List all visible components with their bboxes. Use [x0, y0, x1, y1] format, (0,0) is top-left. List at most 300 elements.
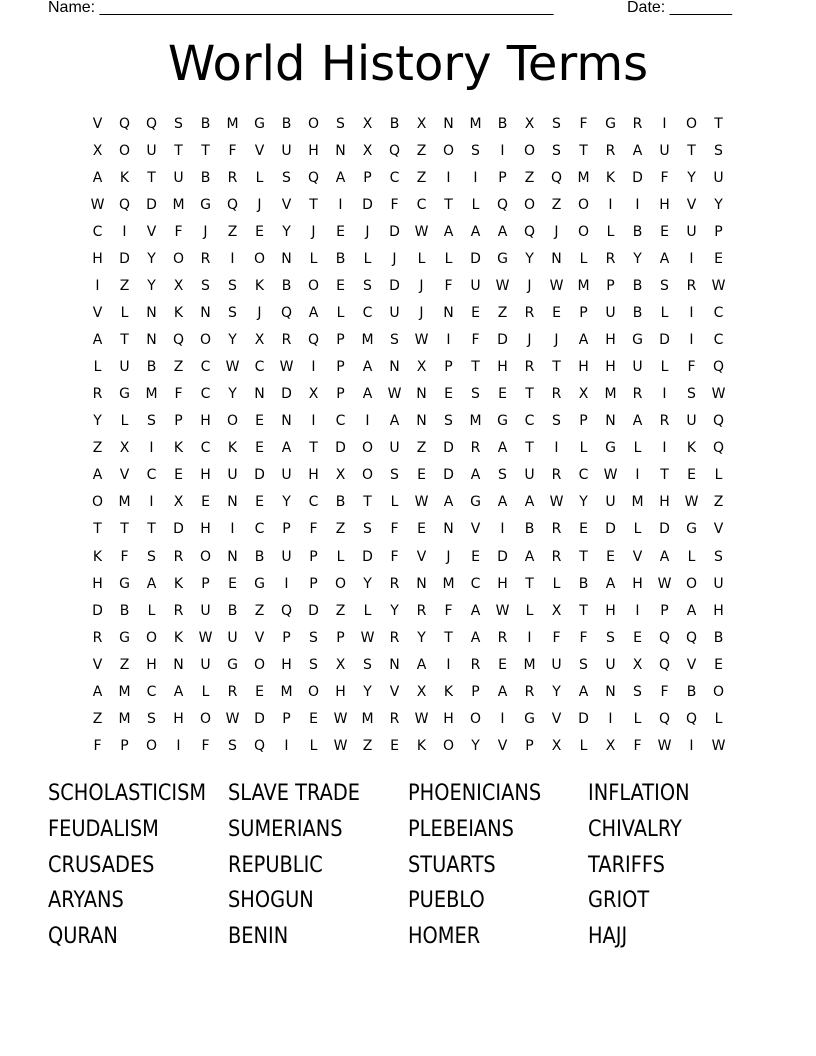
grid-letter[interactable]: Q [496, 197, 509, 214]
grid-letter[interactable]: S [552, 116, 561, 132]
grid-letter[interactable]: N [335, 143, 346, 160]
grid-letter[interactable]: M [631, 494, 644, 511]
grid-letter[interactable]: I [635, 197, 640, 214]
grid-letter[interactable]: U [470, 278, 481, 295]
grid-letter[interactable]: L [660, 359, 669, 376]
grid-letter[interactable]: G [254, 575, 265, 592]
grid-letter[interactable]: L [714, 710, 723, 727]
grid-letter[interactable]: N [281, 251, 292, 268]
grid-letter[interactable]: R [551, 467, 562, 484]
grid-letter[interactable]: I [284, 575, 289, 592]
grid-letter[interactable]: A [92, 683, 103, 700]
grid-letter[interactable]: L [363, 602, 372, 619]
grid-letter[interactable]: A [92, 332, 103, 349]
grid-letter[interactable]: I [473, 170, 478, 187]
grid-letter[interactable]: A [335, 170, 346, 187]
grid-letter[interactable]: L [606, 224, 615, 241]
grid-letter[interactable]: H [713, 602, 724, 619]
grid-letter[interactable]: P [336, 359, 345, 376]
grid-letter[interactable]: M [118, 683, 131, 700]
grid-letter[interactable]: N [551, 251, 562, 268]
grid-letter[interactable]: E [417, 521, 426, 538]
grid-letter[interactable]: D [659, 521, 670, 538]
grid-letter[interactable]: A [524, 548, 535, 565]
grid-letter[interactable]: S [228, 305, 237, 322]
grid-letter[interactable]: L [714, 467, 723, 484]
grid-letter[interactable]: U [200, 602, 211, 619]
grid-letter[interactable]: E [255, 224, 264, 241]
grid-letter[interactable]: Y [147, 251, 156, 268]
grid-letter[interactable]: X [173, 278, 184, 295]
grid-letter[interactable]: U [146, 143, 157, 160]
grid-letter[interactable]: D [362, 548, 373, 565]
grid-letter[interactable]: T [201, 143, 210, 160]
grid-letter[interactable]: B [227, 602, 238, 619]
grid-letter[interactable]: N [173, 656, 184, 673]
grid-letter[interactable]: M [577, 278, 590, 295]
grid-letter[interactable]: W [549, 278, 564, 295]
grid-letter[interactable]: U [632, 359, 643, 376]
grid-letter[interactable]: T [309, 440, 318, 457]
grid-letter[interactable]: I [500, 521, 505, 538]
grid-letter[interactable]: I [608, 710, 613, 727]
grid-letter[interactable]: B [713, 629, 724, 646]
grid-letter[interactable]: X [362, 143, 373, 160]
date-field[interactable]: Date: _______ [627, 0, 732, 16]
grid-letter[interactable]: H [335, 683, 346, 700]
grid-letter[interactable]: Y [390, 602, 399, 619]
grid-letter[interactable]: A [470, 602, 481, 619]
grid-letter[interactable]: J [257, 197, 262, 214]
grid-letter[interactable]: M [226, 116, 239, 132]
grid-letter[interactable]: I [554, 440, 559, 457]
grid-letter[interactable]: R [524, 359, 535, 376]
grid-letter[interactable]: N [146, 305, 157, 322]
grid-letter[interactable]: S [390, 332, 399, 349]
grid-letter[interactable]: O [307, 116, 320, 132]
grid-letter[interactable]: W [711, 737, 726, 754]
grid-letter[interactable]: O [145, 737, 158, 754]
grid-letter[interactable]: G [497, 413, 508, 430]
grid-letter[interactable]: P [174, 413, 183, 430]
grid-letter[interactable]: R [92, 629, 103, 646]
grid-letter[interactable]: O [442, 737, 455, 754]
grid-letter[interactable]: I [662, 386, 667, 403]
grid-letter[interactable]: T [309, 197, 318, 214]
grid-letter[interactable]: C [362, 305, 373, 322]
grid-letter[interactable]: Y [525, 251, 534, 268]
grid-letter[interactable]: I [500, 710, 505, 727]
grid-letter[interactable]: T [525, 440, 534, 457]
grid-letter[interactable]: W [711, 278, 726, 295]
grid-letter[interactable]: E [606, 548, 615, 565]
grid-letter[interactable]: E [417, 467, 426, 484]
grid-letter[interactable]: R [92, 386, 103, 403]
grid-letter[interactable]: N [416, 413, 427, 430]
grid-letter[interactable]: Q [658, 656, 671, 673]
grid-letter[interactable]: S [687, 386, 696, 403]
grid-letter[interactable]: B [254, 548, 265, 565]
grid-letter[interactable]: F [228, 143, 237, 160]
grid-letter[interactable]: M [469, 413, 482, 430]
grid-letter[interactable]: A [470, 224, 481, 241]
grid-letter[interactable]: Q [658, 710, 671, 727]
grid-letter[interactable]: D [119, 251, 130, 268]
grid-letter[interactable]: X [551, 737, 562, 754]
grid-letter[interactable]: N [605, 413, 616, 430]
grid-letter[interactable]: F [390, 548, 399, 565]
grid-letter[interactable]: X [416, 359, 427, 376]
grid-letter[interactable]: E [255, 683, 264, 700]
grid-letter[interactable]: H [632, 575, 643, 592]
grid-letter[interactable]: T [120, 332, 129, 349]
grid-letter[interactable]: Y [714, 197, 723, 214]
grid-letter[interactable]: O [118, 143, 131, 160]
grid-letter[interactable]: R [497, 629, 508, 646]
grid-letter[interactable]: D [254, 467, 265, 484]
grid-letter[interactable]: X [119, 440, 130, 457]
grid-letter[interactable]: B [119, 602, 130, 619]
grid-letter[interactable]: U [200, 656, 211, 673]
grid-letter[interactable]: I [662, 440, 667, 457]
grid-letter[interactable]: U [389, 440, 400, 457]
grid-letter[interactable]: D [362, 197, 373, 214]
grid-letter[interactable]: M [523, 656, 536, 673]
grid-letter[interactable]: B [335, 494, 346, 511]
grid-letter[interactable]: N [443, 305, 454, 322]
grid-letter[interactable]: S [282, 170, 291, 187]
grid-letter[interactable]: Y [363, 683, 372, 700]
grid-letter[interactable]: P [282, 710, 291, 727]
grid-letter[interactable]: S [633, 683, 642, 700]
grid-letter[interactable]: N [605, 683, 616, 700]
grid-letter[interactable]: D [470, 251, 481, 268]
grid-letter[interactable]: U [524, 467, 535, 484]
grid-letter[interactable]: V [632, 548, 643, 565]
grid-letter[interactable]: E [579, 521, 588, 538]
grid-letter[interactable]: O [361, 467, 374, 484]
grid-letter[interactable]: W [225, 359, 240, 376]
grid-letter[interactable]: C [200, 386, 211, 403]
grid-letter[interactable]: L [633, 521, 642, 538]
grid-letter[interactable]: T [120, 521, 129, 538]
grid-letter[interactable]: K [254, 278, 265, 295]
grid-letter[interactable]: S [579, 656, 588, 673]
grid-letter[interactable]: Z [173, 359, 184, 376]
grid-letter[interactable]: T [552, 359, 561, 376]
grid-letter[interactable]: H [497, 575, 508, 592]
grid-letter[interactable]: M [604, 386, 617, 403]
grid-letter[interactable]: S [498, 467, 507, 484]
grid-letter[interactable]: L [120, 413, 129, 430]
grid-letter[interactable]: Z [416, 143, 427, 160]
grid-letter[interactable]: S [363, 656, 372, 673]
grid-letter[interactable]: O [523, 197, 536, 214]
grid-letter[interactable]: B [281, 116, 292, 132]
grid-letter[interactable]: M [469, 116, 482, 132]
grid-letter[interactable]: Y [282, 494, 291, 511]
grid-letter[interactable]: Q [118, 197, 131, 214]
grid-letter[interactable]: U [119, 359, 130, 376]
grid-letter[interactable]: V [119, 467, 130, 484]
grid-letter[interactable]: U [605, 305, 616, 322]
grid-letter[interactable]: W [603, 467, 618, 484]
grid-letter[interactable]: V [389, 683, 400, 700]
grid-letter[interactable]: L [390, 494, 399, 511]
grid-letter[interactable]: O [91, 494, 104, 511]
grid-letter[interactable]: V [254, 143, 265, 160]
grid-letter[interactable]: Y [633, 251, 642, 268]
grid-letter[interactable]: X [92, 143, 103, 160]
grid-letter[interactable]: S [444, 413, 453, 430]
grid-letter[interactable]: O [685, 575, 698, 592]
grid-letter[interactable]: A [497, 224, 508, 241]
grid-letter[interactable]: A [308, 305, 319, 322]
grid-letter[interactable]: V [92, 305, 103, 322]
grid-letter[interactable]: W [414, 224, 429, 241]
grid-letter[interactable]: I [689, 332, 694, 349]
grid-letter[interactable]: W [684, 494, 699, 511]
grid-letter[interactable]: Z [551, 197, 562, 214]
grid-letter[interactable]: U [713, 575, 724, 592]
grid-letter[interactable]: C [92, 224, 103, 241]
grid-letter[interactable]: V [713, 521, 724, 538]
grid-letter[interactable]: R [416, 602, 427, 619]
grid-letter[interactable]: R [524, 305, 535, 322]
grid-letter[interactable]: F [390, 197, 399, 214]
grid-letter[interactable]: I [311, 359, 316, 376]
grid-letter[interactable]: Q [280, 305, 293, 322]
grid-letter[interactable]: W [333, 710, 348, 727]
grid-letter[interactable]: R [173, 602, 184, 619]
grid-letter[interactable]: W [495, 278, 510, 295]
grid-letter[interactable]: L [660, 305, 669, 322]
grid-letter[interactable]: O [469, 710, 482, 727]
grid-letter[interactable]: F [687, 359, 696, 376]
grid-letter[interactable]: V [92, 656, 103, 673]
grid-letter[interactable]: F [579, 629, 588, 646]
grid-letter[interactable]: B [578, 575, 589, 592]
grid-letter[interactable]: Q [685, 629, 698, 646]
grid-letter[interactable]: Z [497, 305, 508, 322]
grid-letter[interactable]: S [660, 278, 669, 295]
grid-letter[interactable]: X [335, 656, 346, 673]
grid-letter[interactable]: L [309, 737, 318, 754]
grid-letter[interactable]: Y [228, 386, 237, 403]
grid-letter[interactable]: G [632, 332, 643, 349]
grid-letter[interactable]: N [416, 575, 427, 592]
grid-letter[interactable]: U [281, 467, 292, 484]
grid-letter[interactable]: G [605, 440, 616, 457]
grid-letter[interactable]: X [335, 467, 346, 484]
grid-letter[interactable]: U [227, 629, 238, 646]
grid-letter[interactable]: L [120, 305, 129, 322]
grid-letter[interactable]: W [414, 332, 429, 349]
grid-letter[interactable]: V [92, 116, 103, 132]
grid-letter[interactable]: I [230, 521, 235, 538]
grid-letter[interactable]: H [605, 602, 616, 619]
grid-letter[interactable]: I [446, 332, 451, 349]
grid-letter[interactable]: K [173, 440, 184, 457]
grid-letter[interactable]: I [635, 467, 640, 484]
grid-letter[interactable]: D [605, 521, 616, 538]
grid-letter[interactable]: L [93, 359, 102, 376]
grid-letter[interactable]: O [199, 710, 212, 727]
grid-letter[interactable]: A [632, 143, 643, 160]
grid-letter[interactable]: S [390, 467, 399, 484]
grid-letter[interactable]: O [577, 224, 590, 241]
grid-letter[interactable]: R [551, 521, 562, 538]
grid-letter[interactable]: B [497, 116, 508, 132]
grid-letter[interactable]: Q [226, 197, 239, 214]
grid-letter[interactable]: E [471, 548, 480, 565]
grid-letter[interactable]: Q [280, 602, 293, 619]
grid-letter[interactable]: E [255, 413, 264, 430]
grid-letter[interactable]: T [579, 143, 588, 160]
grid-letter[interactable]: Q [685, 710, 698, 727]
grid-letter[interactable]: M [145, 386, 158, 403]
grid-letter[interactable]: Q [712, 359, 725, 376]
grid-letter[interactable]: T [525, 575, 534, 592]
grid-letter[interactable]: W [387, 386, 402, 403]
grid-letter[interactable]: V [254, 629, 265, 646]
grid-letter[interactable]: S [309, 656, 318, 673]
grid-letter[interactable]: X [254, 332, 265, 349]
grid-letter[interactable]: S [363, 521, 372, 538]
grid-letter[interactable]: E [228, 575, 237, 592]
grid-letter[interactable]: A [362, 386, 373, 403]
grid-letter[interactable]: V [497, 737, 508, 754]
grid-letter[interactable]: D [659, 332, 670, 349]
grid-letter[interactable]: R [524, 683, 535, 700]
grid-letter[interactable]: J [554, 224, 559, 241]
grid-letter[interactable]: O [685, 116, 698, 132]
grid-letter[interactable]: H [92, 251, 103, 268]
grid-letter[interactable]: E [390, 737, 399, 754]
grid-letter[interactable]: T [471, 359, 480, 376]
grid-letter[interactable]: M [280, 683, 293, 700]
grid-letter[interactable]: J [203, 224, 208, 241]
grid-letter[interactable]: G [227, 656, 238, 673]
grid-letter[interactable]: I [662, 116, 667, 132]
grid-letter[interactable]: I [608, 197, 613, 214]
grid-letter[interactable]: P [444, 359, 453, 376]
grid-letter[interactable]: K [227, 440, 238, 457]
grid-letter[interactable]: S [147, 548, 156, 565]
grid-letter[interactable]: W [360, 629, 375, 646]
grid-letter[interactable]: B [200, 170, 211, 187]
grid-letter[interactable]: E [201, 494, 210, 511]
grid-letter[interactable]: R [227, 170, 238, 187]
grid-letter[interactable]: R [389, 629, 400, 646]
grid-letter[interactable]: U [389, 305, 400, 322]
grid-letter[interactable]: J [446, 548, 451, 565]
grid-letter[interactable]: N [146, 332, 157, 349]
grid-letter[interactable]: C [524, 413, 535, 430]
grid-letter[interactable]: F [633, 737, 642, 754]
grid-letter[interactable]: O [307, 683, 320, 700]
grid-letter[interactable]: N [443, 116, 454, 132]
grid-letter[interactable]: M [361, 710, 374, 727]
grid-letter[interactable]: A [92, 170, 103, 187]
grid-letter[interactable]: Z [92, 710, 103, 727]
grid-letter[interactable]: R [632, 116, 643, 132]
grid-letter[interactable]: E [471, 305, 480, 322]
grid-letter[interactable]: U [605, 656, 616, 673]
grid-letter[interactable]: P [309, 575, 318, 592]
grid-letter[interactable]: N [227, 494, 238, 511]
grid-letter[interactable]: P [336, 332, 345, 349]
grid-letter[interactable]: Z [524, 170, 535, 187]
grid-letter[interactable]: X [632, 656, 643, 673]
grid-letter[interactable]: Y [552, 683, 561, 700]
grid-letter[interactable]: S [201, 278, 210, 295]
grid-letter[interactable]: L [552, 575, 561, 592]
grid-letter[interactable]: Q [172, 332, 185, 349]
grid-letter[interactable]: W [414, 710, 429, 727]
grid-letter[interactable]: E [444, 386, 453, 403]
grid-letter[interactable]: D [281, 386, 292, 403]
grid-letter[interactable]: E [498, 386, 507, 403]
grid-letter[interactable]: N [389, 656, 400, 673]
grid-letter[interactable]: X [416, 116, 427, 132]
grid-letter[interactable]: F [579, 116, 588, 132]
grid-letter[interactable]: F [471, 332, 480, 349]
grid-letter[interactable]: F [174, 386, 183, 403]
grid-letter[interactable]: G [119, 386, 130, 403]
grid-letter[interactable]: O [253, 251, 266, 268]
grid-letter[interactable]: H [578, 359, 589, 376]
grid-letter[interactable]: D [578, 710, 589, 727]
grid-letter[interactable]: A [632, 413, 643, 430]
grid-letter[interactable]: V [281, 197, 292, 214]
grid-letter[interactable]: T [444, 629, 453, 646]
grid-letter[interactable]: I [95, 278, 100, 295]
grid-letter[interactable]: K [686, 440, 697, 457]
grid-letter[interactable]: Z [362, 737, 373, 754]
grid-letter[interactable]: O [199, 332, 212, 349]
grid-letter[interactable]: N [443, 521, 454, 538]
grid-letter[interactable]: F [201, 737, 210, 754]
grid-letter[interactable]: C [713, 332, 724, 349]
grid-letter[interactable]: X [605, 737, 616, 754]
grid-letter[interactable]: E [336, 224, 345, 241]
grid-letter[interactable]: O [577, 197, 590, 214]
grid-letter[interactable]: J [527, 332, 532, 349]
grid-letter[interactable]: O [334, 575, 347, 592]
grid-letter[interactable]: B [524, 521, 535, 538]
grid-letter[interactable]: A [92, 467, 103, 484]
grid-letter[interactable]: O [172, 251, 185, 268]
grid-letter[interactable]: H [308, 143, 319, 160]
grid-letter[interactable]: K [443, 683, 454, 700]
grid-letter[interactable]: D [443, 440, 454, 457]
grid-letter[interactable]: N [389, 359, 400, 376]
grid-letter[interactable]: K [416, 737, 427, 754]
grid-letter[interactable]: X [578, 386, 589, 403]
grid-letter[interactable]: R [551, 548, 562, 565]
grid-letter[interactable]: S [174, 116, 183, 132]
grid-letter[interactable]: S [147, 710, 156, 727]
grid-letter[interactable]: M [172, 197, 185, 214]
grid-letter[interactable]: P [282, 629, 291, 646]
grid-letter[interactable]: C [254, 359, 265, 376]
grid-letter[interactable]: A [281, 440, 292, 457]
grid-letter[interactable]: Y [363, 575, 372, 592]
grid-letter[interactable]: W [333, 737, 348, 754]
grid-letter[interactable]: U [605, 494, 616, 511]
grid-letter[interactable]: A [416, 656, 427, 673]
